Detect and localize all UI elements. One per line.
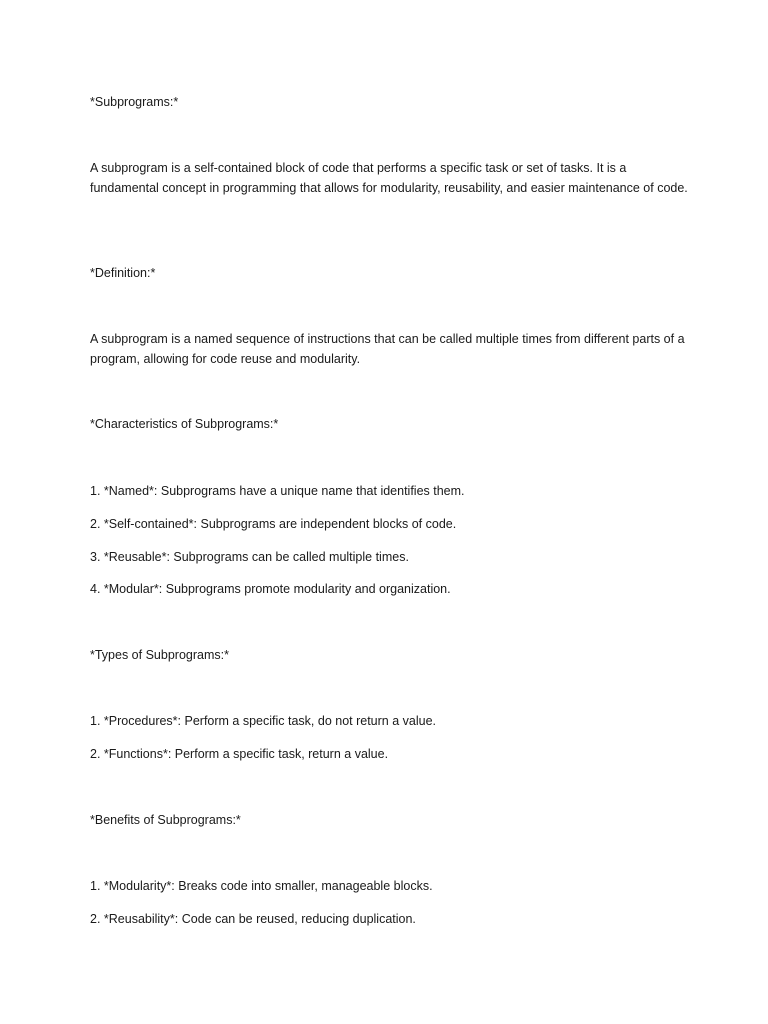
characteristics-item: 3. *Reusable*: Subprograms can be called multiple times. xyxy=(90,550,409,564)
intro-paragraph: A subprogram is a self-contained block of code that performs a specific task or set of tasks. It is a fundamental concept in programming that allows for modularity, reusability, and easier maintenance of code. xyxy=(90,161,688,195)
types-item: 1. *Procedures*: Perform a specific task, do not return a value. xyxy=(90,714,437,728)
definition-heading: *Definition:* xyxy=(90,266,156,280)
characteristics-item: 2. *Self-contained*: Subprograms are independent blocks of code. xyxy=(90,517,457,531)
characteristics-heading: *Characteristics of Subprograms:* xyxy=(90,417,279,431)
benefits-heading: *Benefits of Subprograms:* xyxy=(90,813,241,827)
characteristics-item: 1. *Named*: Subprograms have a unique name that identifies them. xyxy=(90,484,465,498)
benefits-item: 1. *Modularity*: Breaks code into smaller, manageable blocks. xyxy=(90,879,433,893)
types-heading: *Types of Subprograms:* xyxy=(90,648,229,662)
characteristics-item: 4. *Modular*: Subprograms promote modularity and organization. xyxy=(90,582,451,596)
types-item: 2. *Functions*: Perform a specific task, return a value. xyxy=(90,747,389,761)
definition-paragraph: A subprogram is a named sequence of instructions that can be called multiple times from different parts of a program, allowing for code reuse and modularity. xyxy=(90,332,685,366)
document-title: *Subprograms:* xyxy=(90,95,179,109)
benefits-item: 2. *Reusability*: Code can be reused, reducing duplication. xyxy=(90,912,416,926)
